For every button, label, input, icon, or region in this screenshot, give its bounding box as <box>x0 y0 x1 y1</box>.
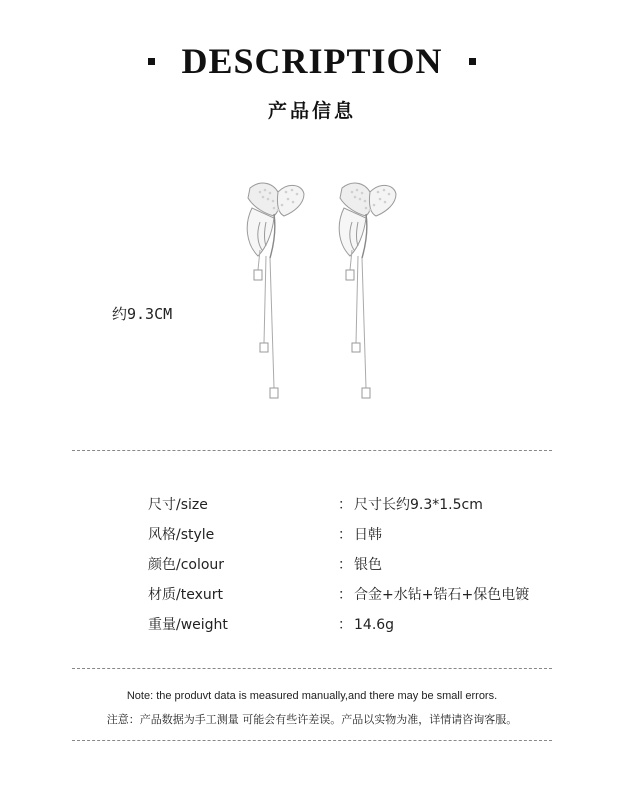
spec-value: 14.6g <box>354 617 395 633</box>
divider-top <box>72 450 552 451</box>
divider-middle <box>72 668 552 669</box>
title-row <box>0 40 624 82</box>
spec-value: 银色 <box>354 557 382 573</box>
title-bullet-right <box>469 58 476 65</box>
divider-bottom <box>72 740 552 741</box>
spec-label: 重量/weight <box>148 617 228 633</box>
spec-row-colour <box>148 550 568 580</box>
spec-label: 尺寸/size <box>148 497 208 513</box>
page-title: DESCRIPTION <box>181 41 443 81</box>
note-english: Note: the produvt data is measured manually,and there may be small errors. <box>126 690 498 702</box>
spec-colon: ： <box>338 557 352 573</box>
size-annotation: 约9.3CM <box>112 305 173 323</box>
spec-colon: ： <box>338 617 352 633</box>
spec-colon: ： <box>338 527 352 543</box>
spec-row-material <box>148 580 568 610</box>
header <box>0 40 624 123</box>
title-bullet-left <box>148 58 155 65</box>
spec-label: 颜色/colour <box>148 557 225 573</box>
spec-row-size <box>148 490 568 520</box>
spec-row-style <box>148 520 568 550</box>
spec-value: 尺寸长约9.3*1.5cm <box>354 497 483 513</box>
spec-table <box>148 490 568 640</box>
right-earring <box>339 183 396 398</box>
spec-label: 风格/style <box>148 527 215 543</box>
spec-colon: ： <box>338 587 352 603</box>
note-chinese: 注意：产品数据为手工测量 可能会有些许差误。产品以实物为准，详情请咨询客服。 <box>106 713 518 726</box>
page-subtitle: 产品信息 <box>267 100 356 122</box>
spec-value: 日韩 <box>354 527 382 543</box>
spec-value: 合金+水钻+锆石+保色电镀 <box>354 587 530 603</box>
spec-label: 材质/texurt <box>148 587 223 603</box>
spec-row-weight <box>148 610 568 640</box>
earrings-image <box>230 178 410 418</box>
spec-colon: ： <box>338 497 352 513</box>
note-block <box>0 690 624 727</box>
left-earring <box>247 183 304 398</box>
